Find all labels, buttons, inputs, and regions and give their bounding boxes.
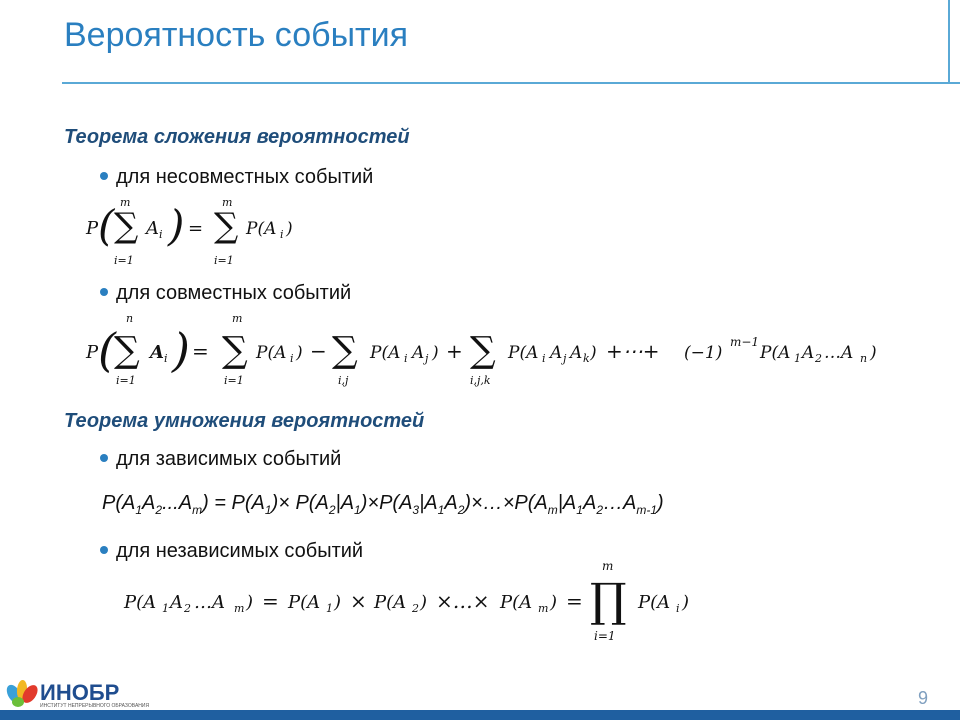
svg-text:m: m <box>222 196 233 209</box>
svg-text:P(A: P(A <box>124 592 157 613</box>
svg-text:m: m <box>602 559 614 573</box>
multiplication-theorem-heading: Теорема умножения вероятностей <box>64 410 425 432</box>
svg-text:A: A <box>170 592 183 613</box>
bullet-dot-icon <box>100 172 108 180</box>
svg-text:=: = <box>566 589 583 613</box>
logo-subtitle: ИНСТИТУТ НЕПРЕРЫВНОГО ОБРАЗОВАНИЯ <box>40 703 150 709</box>
svg-text:(: ( <box>98 323 116 377</box>
svg-text:×: × <box>350 589 367 613</box>
svg-text:): ) <box>334 592 342 613</box>
svg-text:i=1: i=1 <box>116 374 136 387</box>
svg-text:(: ( <box>98 201 115 250</box>
logo-leaves-icon <box>4 676 40 708</box>
svg-text:P(A: P(A <box>508 343 539 363</box>
svg-text:m: m <box>234 602 245 615</box>
svg-text:i=1: i=1 <box>214 254 234 267</box>
svg-text:A: A <box>150 342 164 363</box>
svg-text:∑: ∑ <box>332 330 358 371</box>
svg-text:i: i <box>676 602 680 615</box>
svg-text:i,j,k: i,j,k <box>470 374 491 387</box>
bullet-label: для независимых событий <box>116 540 364 562</box>
svg-text:P: P <box>86 342 99 363</box>
bullet-dependent-events <box>100 448 341 471</box>
svg-text:A: A <box>802 343 815 363</box>
svg-text:n: n <box>860 352 868 365</box>
svg-text:−: − <box>310 339 327 363</box>
svg-text:∑: ∑ <box>470 330 496 371</box>
svg-text:): ) <box>420 592 428 613</box>
svg-text:=: = <box>188 218 204 239</box>
svg-text:∏: ∏ <box>590 573 627 627</box>
svg-text:): ) <box>168 201 185 250</box>
svg-text:1: 1 <box>794 352 801 365</box>
svg-text:+⋯+: +⋯+ <box>606 339 660 363</box>
svg-text:P(A: P(A <box>760 343 791 363</box>
svg-text:j: j <box>425 352 429 365</box>
svg-text:i,j: i,j <box>338 374 349 387</box>
svg-text:A: A <box>550 343 563 363</box>
svg-text:×…×: ×…× <box>436 589 490 613</box>
svg-text:…A: …A <box>194 592 225 613</box>
bullet-label: для совместных событий <box>116 282 352 304</box>
svg-text:P(A: P(A <box>374 592 407 613</box>
svg-text:2: 2 <box>184 602 191 615</box>
svg-text:(−1): (−1) <box>684 343 723 363</box>
svg-text:2: 2 <box>412 602 419 615</box>
header-right-line <box>948 0 950 84</box>
formula-independent-multiplication <box>120 556 780 650</box>
formula-incompatible-addition <box>84 190 314 274</box>
formula-dependent-multiplication: $P(A_1A_2...A_m) = P(A_1)\times$ $P(A_2|A_1)\times P(A_3|A_1A_2)\times\dots\times P(A_m|A_1A_2\dots A_{m-1})$ <box>102 492 664 517</box>
svg-text:i: i <box>159 228 163 241</box>
header-divider-line <box>62 82 960 84</box>
bullet-label: для зависимых событий <box>116 448 342 470</box>
svg-text:1: 1 <box>326 602 333 615</box>
svg-text:i: i <box>290 352 294 365</box>
svg-text:P(A: P(A <box>500 592 533 613</box>
svg-text:): ) <box>550 592 558 613</box>
svg-text:∑: ∑ <box>214 206 239 246</box>
svg-text:): ) <box>590 343 597 363</box>
svg-text:): ) <box>172 323 190 377</box>
svg-text:i: i <box>280 228 284 241</box>
svg-text:m−1: m−1 <box>730 335 760 349</box>
svg-text:P(A: P(A <box>638 592 671 613</box>
svg-text:i=1: i=1 <box>594 629 616 643</box>
bullet-dot-icon <box>100 454 108 462</box>
svg-text:k: k <box>583 352 590 365</box>
svg-text:A: A <box>146 218 159 239</box>
svg-text:2: 2 <box>815 352 822 365</box>
svg-text:i=1: i=1 <box>114 254 134 267</box>
svg-text:…A: …A <box>824 343 854 363</box>
svg-text:P(A: P(A <box>246 219 277 239</box>
svg-text:1: 1 <box>162 602 169 615</box>
svg-text:): ) <box>286 219 293 239</box>
footer-bar <box>0 710 960 720</box>
svg-text:n: n <box>126 312 134 325</box>
bullet-label: для несовместных событий <box>116 166 374 188</box>
svg-text:): ) <box>432 343 439 363</box>
bullet-dot-icon <box>100 546 108 554</box>
svg-text:∑: ∑ <box>222 330 248 371</box>
svg-text:m: m <box>232 312 243 325</box>
bullet-compatible-events <box>100 282 351 305</box>
svg-text:i=1: i=1 <box>224 374 244 387</box>
svg-text:i: i <box>542 352 546 365</box>
svg-text:): ) <box>870 343 877 363</box>
page-number: 9 <box>918 688 929 708</box>
svg-text:P(A: P(A <box>370 343 401 363</box>
svg-text:A: A <box>570 343 583 363</box>
svg-text:): ) <box>296 343 303 363</box>
formula-compatible-addition <box>84 306 914 396</box>
svg-text:P: P <box>86 218 99 239</box>
svg-text:P(A: P(A <box>288 592 321 613</box>
svg-text:i: i <box>164 352 168 365</box>
svg-text:=: = <box>262 589 279 613</box>
svg-text:=: = <box>192 339 209 363</box>
svg-text:): ) <box>246 592 254 613</box>
bullet-dot-icon <box>100 288 108 296</box>
svg-text:m: m <box>538 602 549 615</box>
slide-title: Вероятность события <box>64 16 408 54</box>
bullet-incompatible-events <box>100 166 373 189</box>
svg-text:m: m <box>120 196 131 209</box>
svg-text:P(A: P(A <box>256 343 287 363</box>
svg-text:+: + <box>446 339 463 363</box>
svg-text:∑: ∑ <box>114 206 139 246</box>
svg-text:): ) <box>682 592 690 613</box>
addition-theorem-heading: Теорема сложения вероятностей <box>64 126 410 148</box>
logo-name: ИНОБР <box>40 680 120 705</box>
svg-text:A: A <box>412 343 425 363</box>
svg-text:j: j <box>563 352 567 365</box>
svg-text:i: i <box>404 352 408 365</box>
svg-text:∑: ∑ <box>114 330 140 371</box>
